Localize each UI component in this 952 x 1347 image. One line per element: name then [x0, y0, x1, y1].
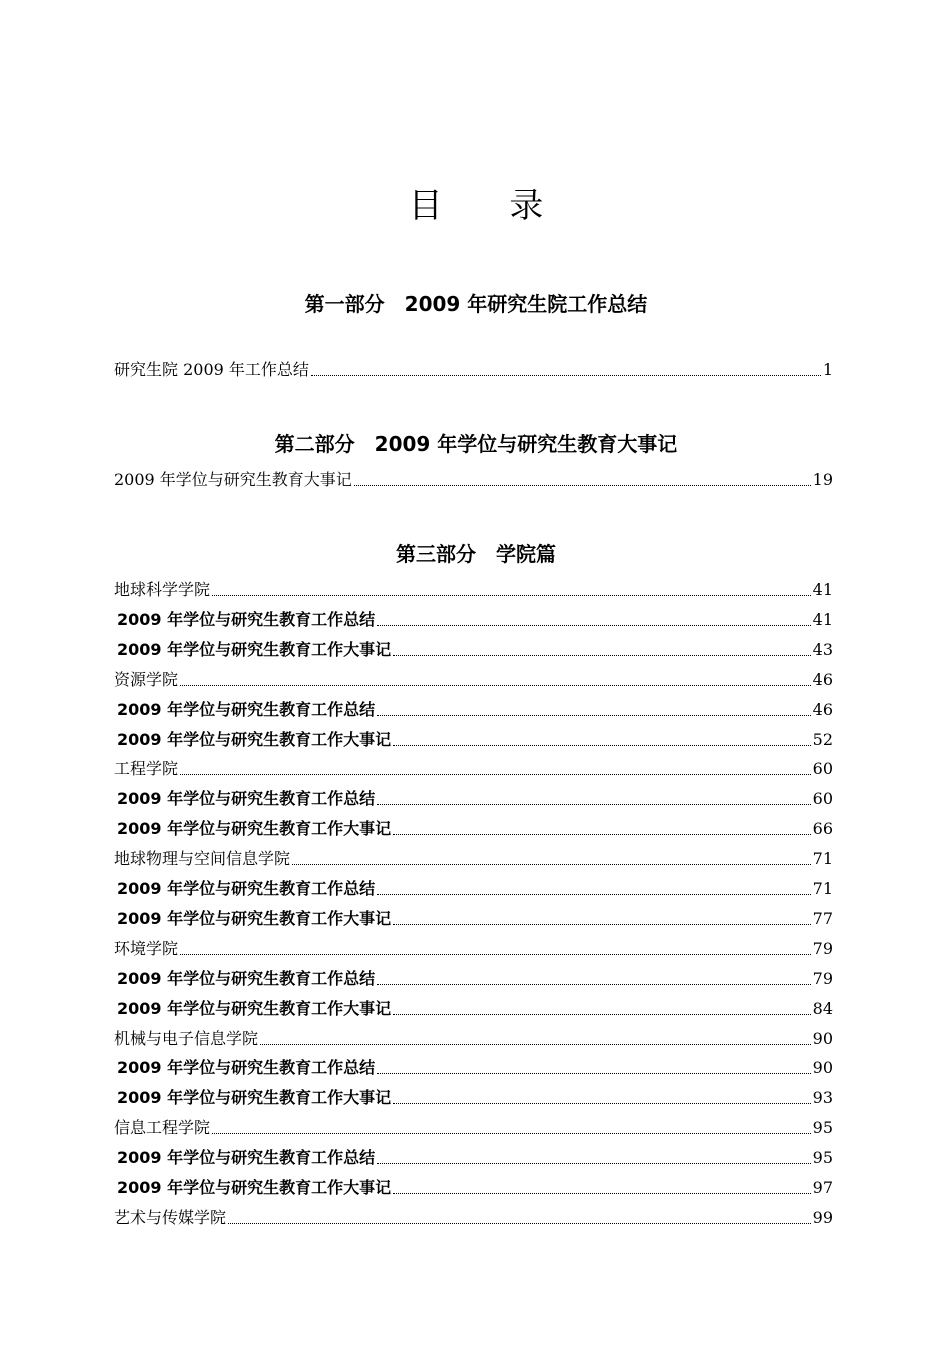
toc-subentry[interactable] — [117, 727, 833, 753]
toc-entry-page: 97 — [812, 1178, 833, 1197]
dot-leader — [393, 654, 811, 656]
part-heading-1: 第一部分 2009 年研究生院工作总结 — [304, 292, 648, 316]
dot-leader — [393, 833, 811, 835]
toc-subentry[interactable] — [117, 816, 833, 842]
dot-leader — [228, 1222, 811, 1224]
dot-leader — [377, 714, 811, 716]
dot-leader — [377, 1072, 811, 1074]
toc-entry-title: 2009 年学位与研究生教育工作总结 — [117, 1058, 376, 1077]
toc-entry-page: 95 — [812, 1148, 833, 1167]
toc-subentry[interactable] — [117, 966, 833, 992]
toc-subentry[interactable] — [117, 1145, 833, 1171]
toc-entry[interactable] — [114, 1026, 833, 1052]
dot-leader — [260, 1043, 811, 1045]
toc-entry-title: 地球物理与空间信息学院 — [114, 849, 291, 868]
part-heading-3: 第三部分 学院篇 — [396, 542, 556, 566]
dot-leader — [377, 1162, 811, 1164]
dot-leader — [180, 684, 811, 686]
toc-entry-title: 艺术与传媒学院 — [114, 1208, 227, 1227]
toc-entry-page: 79 — [812, 969, 833, 988]
dot-leader — [212, 594, 811, 596]
toc-entry-title: 资源学院 — [114, 670, 179, 689]
toc-entry-title: 2009 年学位与研究生教育工作大事记 — [117, 1088, 392, 1107]
toc-subentry[interactable] — [117, 697, 833, 723]
toc-entry-page: 71 — [812, 849, 833, 868]
toc-entry-page: 19 — [812, 470, 833, 489]
toc-entry-page: 77 — [812, 909, 833, 928]
toc-entry-title: 2009 年学位与研究生教育工作大事记 — [117, 1178, 392, 1197]
dot-leader — [292, 863, 811, 865]
toc-entry[interactable] — [114, 756, 833, 782]
toc-entry-title: 2009 年学位与研究生教育工作总结 — [117, 789, 376, 808]
toc-entry-title: 工程学院 — [114, 759, 179, 778]
toc-subentry[interactable] — [117, 996, 833, 1022]
toc-entry-page: 52 — [812, 730, 833, 749]
toc-entry[interactable] — [114, 936, 833, 962]
toc-entry-page: 41 — [812, 610, 833, 629]
toc-entry-title: 机械与电子信息学院 — [114, 1029, 259, 1048]
dot-leader — [180, 953, 811, 955]
dot-leader — [393, 923, 811, 925]
toc-subentry[interactable] — [117, 637, 833, 663]
toc-entry-page: 60 — [812, 759, 833, 778]
toc-entry[interactable] — [114, 846, 833, 872]
toc-entry-page: 71 — [812, 879, 833, 898]
page-title: 目 录 — [408, 186, 572, 226]
toc-entry[interactable] — [114, 667, 833, 693]
toc-entry-title: 2009 年学位与研究生教育工作总结 — [117, 610, 376, 629]
toc-entry-page: 93 — [812, 1088, 833, 1107]
dot-leader — [212, 1132, 811, 1134]
toc-subentry[interactable] — [117, 607, 833, 633]
dot-leader — [377, 803, 811, 805]
dot-leader — [180, 773, 811, 775]
toc-subentry[interactable] — [117, 1085, 833, 1111]
dot-leader — [393, 1013, 811, 1015]
toc-entry-title: 2009 年学位与研究生教育工作总结 — [117, 1148, 376, 1167]
toc-entry-page: 90 — [812, 1058, 833, 1077]
toc-entry-page: 90 — [812, 1029, 833, 1048]
toc-entry-title: 2009 年学位与研究生教育工作大事记 — [117, 909, 392, 928]
toc-entry-title: 2009 年学位与研究生教育工作总结 — [117, 969, 376, 988]
toc-entry-page: 60 — [812, 789, 833, 808]
toc-entry-page: 84 — [812, 999, 833, 1018]
toc-entry-page: 99 — [812, 1208, 833, 1227]
toc-entry-title: 2009 年学位与研究生教育工作大事记 — [117, 999, 392, 1018]
dot-leader — [393, 744, 811, 746]
toc-entry-title: 2009 年学位与研究生教育工作大事记 — [117, 640, 392, 659]
toc-entry-title: 2009 年学位与研究生教育工作总结 — [117, 700, 376, 719]
toc-entry-page: 95 — [812, 1118, 833, 1137]
toc-entry-page: 43 — [812, 640, 833, 659]
toc-entry-title: 环境学院 — [114, 939, 179, 958]
toc-entry[interactable] — [114, 1115, 833, 1141]
dot-leader — [393, 1192, 811, 1194]
toc-entry-page: 46 — [812, 700, 833, 719]
toc-subentry[interactable] — [117, 876, 833, 902]
toc-entry-page: 1 — [822, 360, 833, 379]
toc-entry-page: 46 — [812, 670, 833, 689]
dot-leader — [393, 1102, 811, 1104]
toc-entry-title: 信息工程学院 — [114, 1118, 211, 1137]
toc-entry-title: 2009 年学位与研究生教育工作大事记 — [117, 819, 392, 838]
toc-entry-page: 66 — [812, 819, 833, 838]
toc-entry-title: 2009 年学位与研究生教育工作总结 — [117, 879, 376, 898]
dot-leader — [354, 484, 811, 486]
toc-subentry[interactable] — [117, 1175, 833, 1201]
toc-entry-page: 41 — [812, 580, 833, 599]
toc-entry[interactable] — [114, 467, 833, 493]
part-heading-2: 第二部分 2009 年学位与研究生教育大事记 — [274, 432, 678, 456]
toc-entry-title: 2009 年学位与研究生教育大事记 — [114, 470, 352, 489]
toc-entry-page: 79 — [812, 939, 833, 958]
toc-entry-title: 地球科学学院 — [114, 580, 211, 599]
dot-leader — [311, 374, 821, 376]
toc-subentry[interactable] — [117, 1055, 833, 1081]
toc-entry[interactable] — [114, 577, 833, 603]
dot-leader — [377, 624, 811, 626]
dot-leader — [377, 983, 811, 985]
toc-entry-title: 研究生院 2009 年工作总结 — [114, 360, 309, 379]
dot-leader — [377, 893, 811, 895]
toc-entry[interactable] — [114, 357, 833, 383]
toc-subentry[interactable] — [117, 786, 833, 812]
toc-entry[interactable] — [114, 1205, 833, 1231]
toc-entry-title: 2009 年学位与研究生教育工作大事记 — [117, 730, 392, 749]
toc-subentry[interactable] — [117, 906, 833, 932]
